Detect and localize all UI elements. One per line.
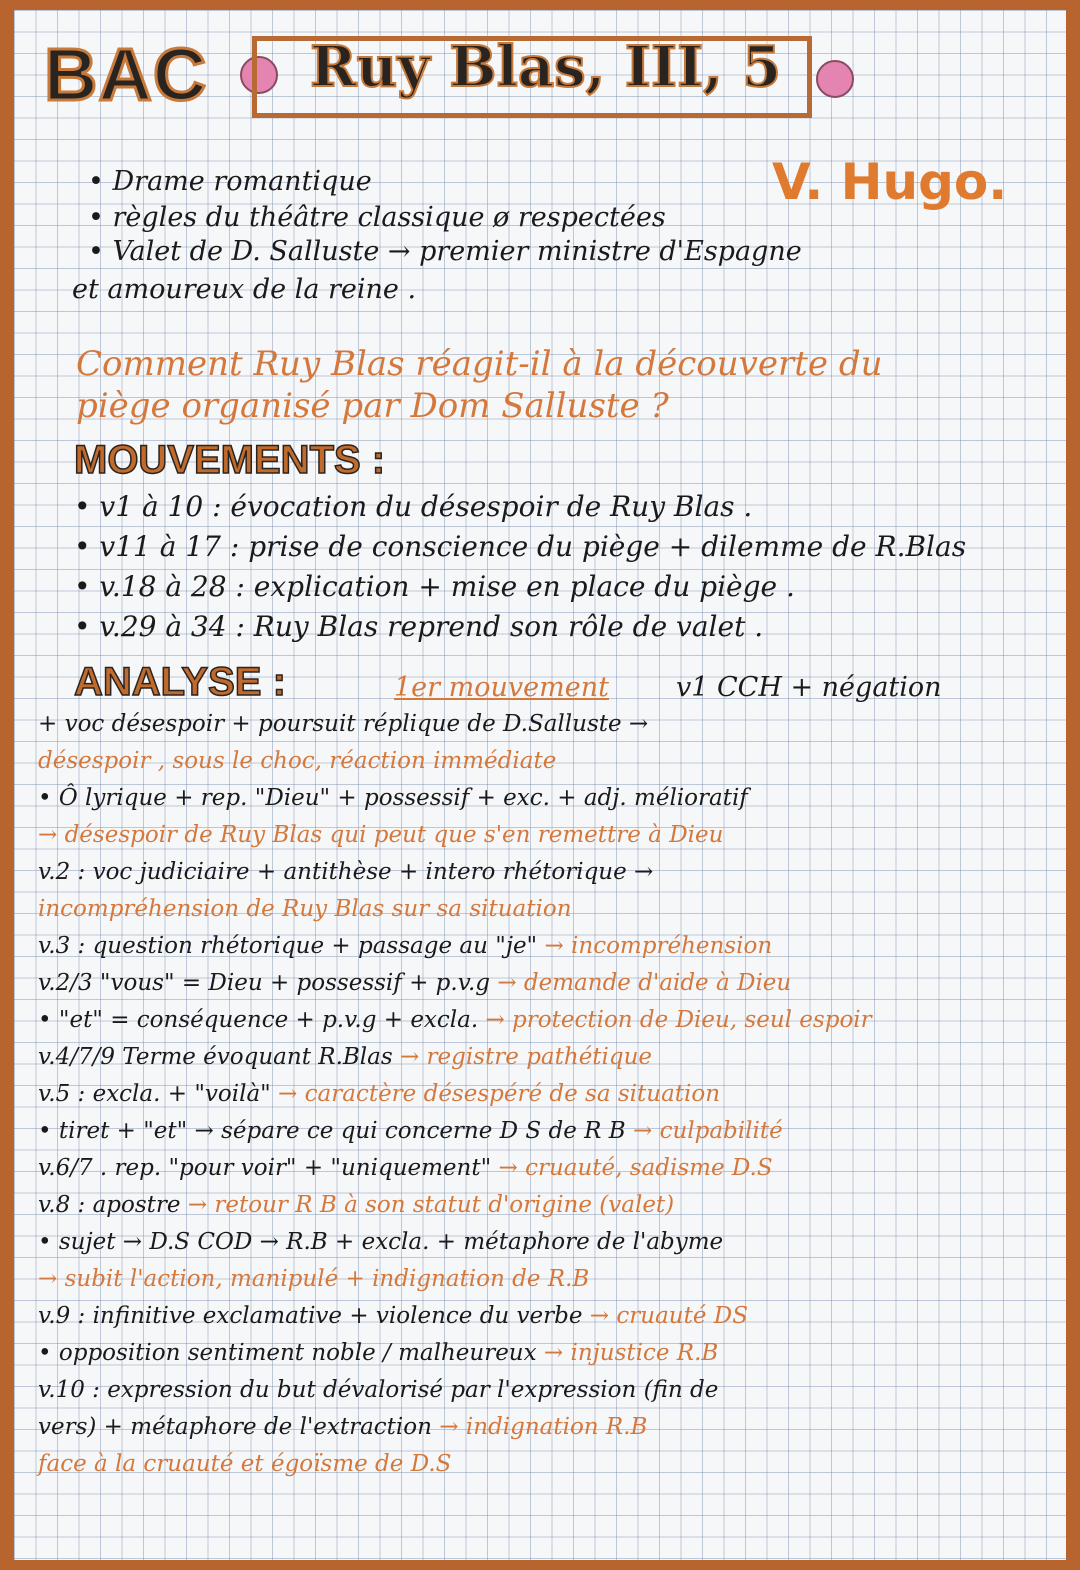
intro-line-4: et amoureux de la reine . [72,274,417,305]
analysis-line-3 [38,786,748,810]
analysis-line-14 [38,1193,674,1217]
analysis-note: v.5 : excla. + "voilà" [38,1081,271,1107]
analysis-line-4 [38,823,723,847]
movement-item-3: • v.18 à 28 : explication + mise en place du piège . [74,570,795,603]
movement-item-2: • v11 à 17 : prise de conscience du piège + dilemme de R.Blas [74,530,967,563]
analysis-interpretation: → subit l'action, manipulé + indignation de R.B [38,1266,590,1292]
analysis-interpretation: → injustice R.B [536,1340,719,1366]
analysis-note: • Ô lyrique + rep. "Dieu" + possessif + exc. + adj. mélioratif [38,785,748,811]
analysis-interpretation: → registre pathétique [392,1044,653,1070]
movement-item-1: • v1 à 10 : évocation du désespoir de Ruy Blas . [74,490,753,523]
analysis-line-6 [38,897,572,921]
pink-dot-right [816,60,854,98]
analysis-line-0: v1 CCH + négation [676,672,942,703]
analysis-line-16 [38,1267,589,1291]
analysis-note: + voc désespoir + poursuit réplique de D.Salluste → [38,711,649,737]
analysis-line-12 [38,1119,783,1143]
analysis-interpretation: face à la cruauté et égoïsme de D.S [38,1451,452,1477]
analysis-note: • tiret + "et" → sépare ce qui concerne D S de R B [38,1118,626,1144]
analysis-interpretation: incompréhension de Ruy Blas sur sa situation [38,896,572,922]
analysis-line-9 [38,1008,872,1032]
movements-heading: MOUVEMENTS : [74,438,386,482]
analysis-interpretation: → cruauté, sadisme D.S [491,1155,773,1181]
analysis-line-7 [38,934,772,958]
analysis-interpretation: → incompréhension [537,933,773,959]
analysis-interpretation: → indignation R.B [431,1414,648,1440]
problem-question-line-2: piège organisé par Dom Salluste ? [76,386,669,426]
analysis-line-19 [38,1378,718,1402]
analysis-note: v.4/7/9 Terme évoquant R.Blas [38,1044,393,1070]
analysis-line-11 [38,1082,720,1106]
page-title: Ruy Blas, III, 5 [310,34,782,100]
analysis-interpretation: désespoir , sous le choc, réaction immédiate [38,748,557,774]
analysis-interpretation: → caractère désespéré de sa situation [270,1081,721,1107]
analysis-line-8 [38,971,791,995]
intro-line-3: • Valet de D. Salluste → premier ministre d'Espagne [88,236,802,267]
analysis-note: v.2 : voc judiciaire + antithèse + intero rhétorique → [38,859,654,885]
analysis-line-1 [38,712,648,736]
author-name: V. Hugo. [772,153,1008,211]
analysis-line-20 [38,1415,647,1439]
analysis-line-18 [38,1341,718,1365]
analysis-interpretation: → culpabilité [625,1118,783,1144]
analysis-interpretation: → protection de Dieu, seul espoir [478,1007,872,1033]
analysis-note: • opposition sentiment noble / malheureux [38,1340,537,1366]
analysis-note: • sujet → D.S COD → R.B + excla. + métaphore de l'abyme [38,1229,724,1255]
analysis-line-13 [38,1156,773,1180]
analysis-note: v.3 : question rhétorique + passage au "je" [38,933,538,959]
analysis-line-17 [38,1304,748,1328]
analysis-note: v.2/3 "vous" = Dieu + possessif + p.v.g [38,970,491,996]
analysis-interpretation: → cruauté DS [582,1303,748,1329]
analysis-note: v.9 : infinitive exclamative + violence du verbe [38,1303,583,1329]
analysis-note: v.8 : apostre [38,1192,181,1218]
first-movement-label: 1er mouvement [394,672,609,703]
analysis-line-10 [38,1045,652,1069]
analysis-line-2 [38,749,556,773]
analysis-interpretation: → retour R B à son statut d'origine (valet) [180,1192,675,1218]
intro-line-1: • Drame romantique [88,166,372,197]
analysis-interpretation: → demande d'aide à Dieu [490,970,792,996]
bac-heading: BAC [44,33,208,116]
analysis-note: v.10 : expression du but dévalorisé par l'expression (fin de [38,1377,719,1403]
notebook-page [14,10,1066,1560]
analysis-note: • "et" = conséquence + p.v.g + excla. [38,1007,479,1033]
analysis-line-21 [38,1452,451,1476]
analysis-line-15 [38,1230,723,1254]
analysis-heading: ANALYSE : [74,660,286,704]
intro-line-2: • règles du théâtre classique ø respectées [88,202,666,233]
analysis-note: vers) + métaphore de l'extraction [38,1414,432,1440]
analysis-interpretation: → désespoir de Ruy Blas qui peut que s'en remettre à Dieu [38,822,724,848]
analysis-note: v.6/7 . rep. "pour voir" + "uniquement" [38,1155,492,1181]
movement-item-4: • v.29 à 34 : Ruy Blas reprend son rôle de valet . [74,610,764,643]
analysis-line-5 [38,860,653,884]
problem-question-line-1: Comment Ruy Blas réagit-il à la découverte du [76,344,883,384]
